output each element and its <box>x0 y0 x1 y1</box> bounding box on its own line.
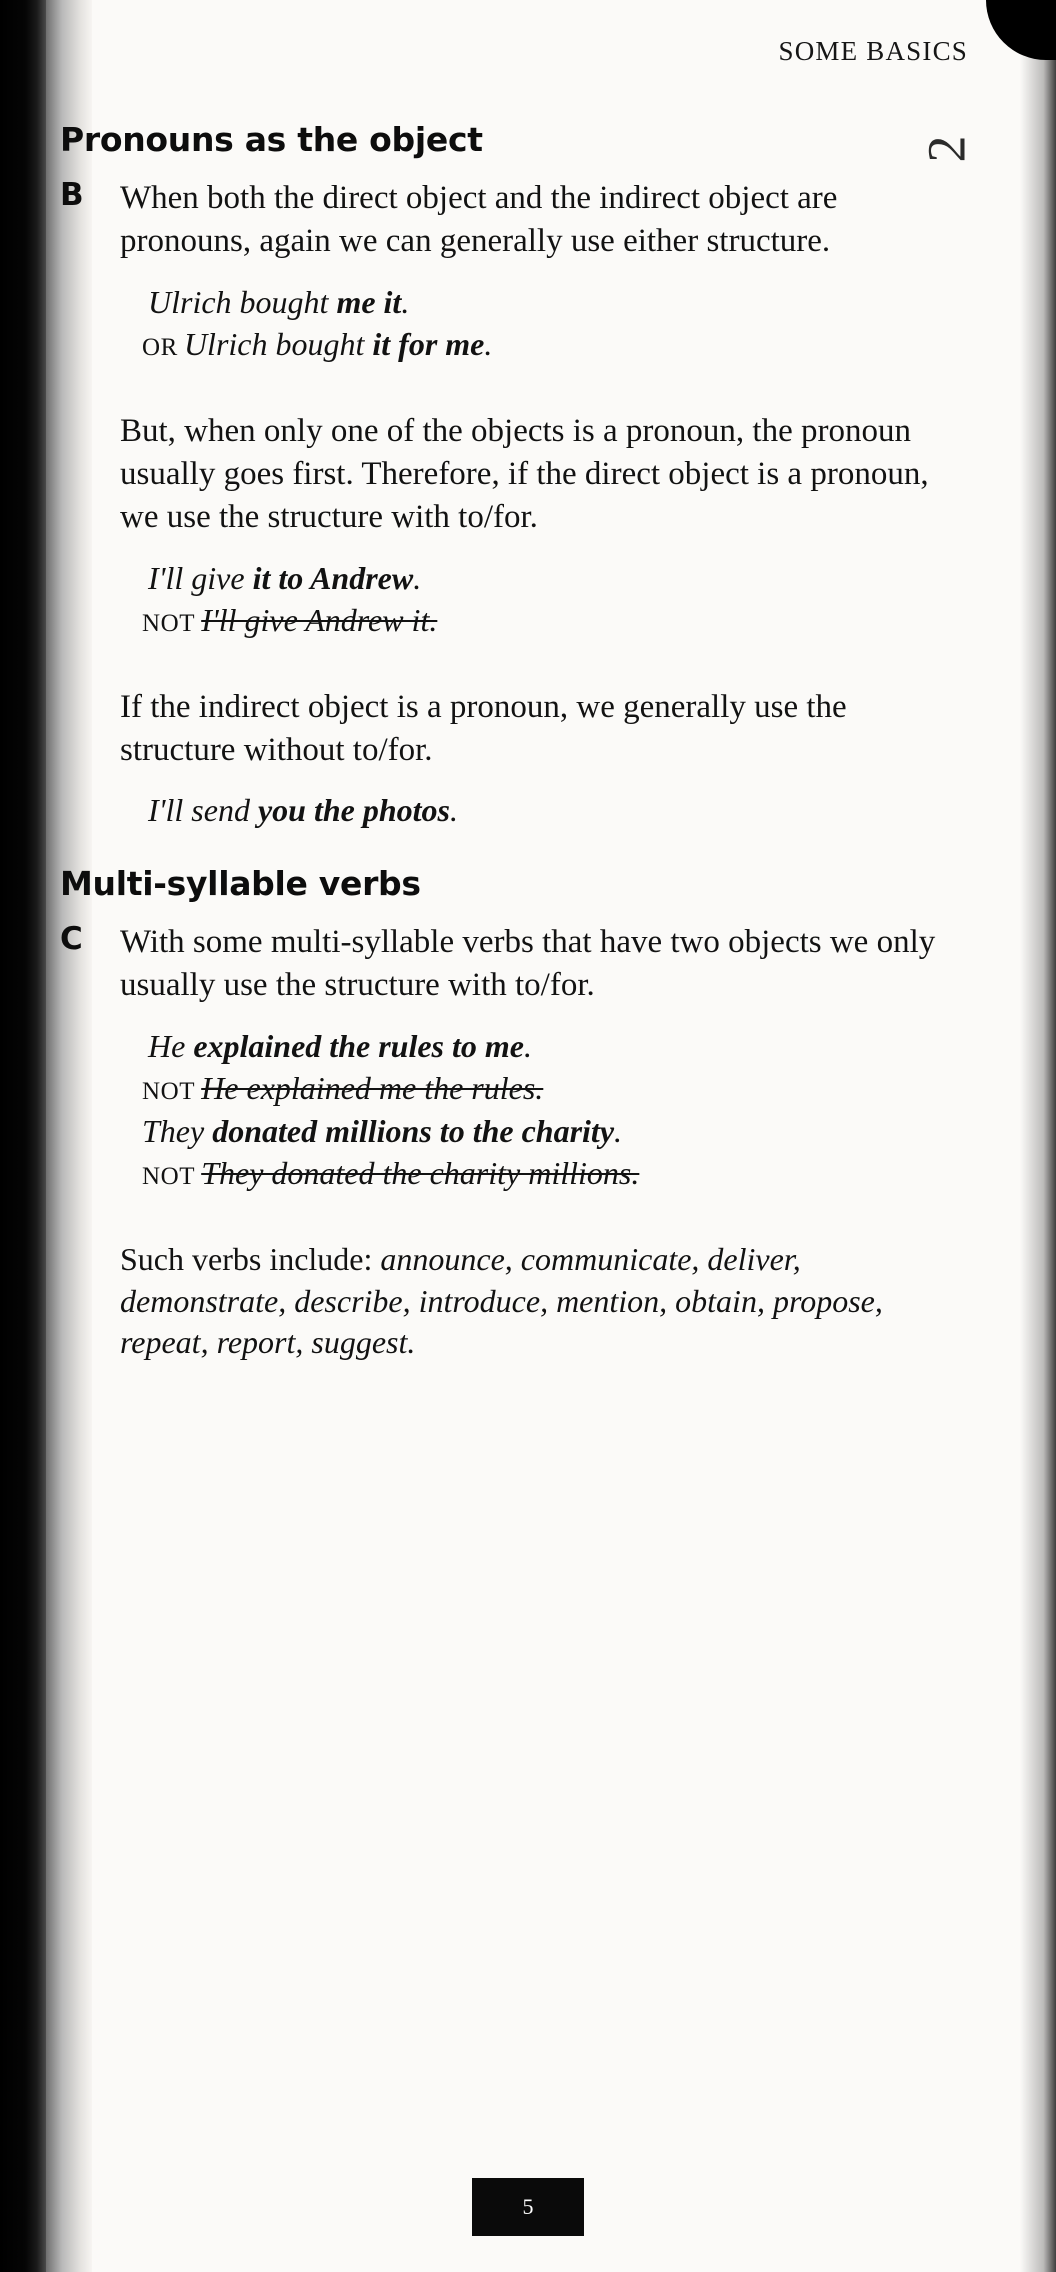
running-head: SOME BASICS <box>778 36 968 66</box>
block-b <box>60 177 960 263</box>
verb-list <box>120 1239 960 1364</box>
example-text-struck: They donated the charity millions. <box>201 1155 640 1192</box>
verb-list-items: announce, communicate, deliver, demonstrate, describe, introduce, mention, obtain, propose, repeat, report, suggest. <box>120 1240 883 1361</box>
example-c4 <box>120 1152 960 1195</box>
example-text-before: Ulrich bought <box>183 326 373 363</box>
verb-list-intro: Such verbs include: <box>120 1240 381 1277</box>
page-content <box>60 0 960 1364</box>
example-text-after: . <box>523 1027 532 1064</box>
example-text-bold: donated millions to the charity <box>212 1112 615 1149</box>
example-text-struck: I'll give Andrew it. <box>201 602 438 639</box>
paragraph-c1: With some multi-syllable verbs that have two objects we only usually use the structure with to/for. <box>120 923 936 1003</box>
example-text-after: . <box>413 559 422 596</box>
example-text-before: He <box>148 1027 194 1064</box>
example-text-bold: you the photos <box>257 792 450 829</box>
example-b1 <box>120 281 960 324</box>
paragraph-b3: If the indirect object is a pronoun, we generally use the structure without to/for. <box>120 688 847 768</box>
example-tag: NOT <box>142 1163 196 1191</box>
example-b4 <box>120 599 960 642</box>
example-tag: NOT <box>142 1078 196 1106</box>
example-tag: NOT <box>142 610 196 638</box>
example-c2 <box>120 1067 960 1110</box>
example-b2 <box>120 323 960 366</box>
paragraph-b1: When both the direct object and the indirect object are pronouns, again we can generally use either structure. <box>120 180 838 259</box>
unit-number: 2 <box>916 135 977 163</box>
block-letter-b: B <box>60 177 84 213</box>
example-text-before: They <box>142 1112 213 1149</box>
example-text-before: I'll send <box>148 792 258 829</box>
section-heading-b: Pronouns as the object <box>60 120 483 159</box>
example-b5 <box>120 789 960 832</box>
page-edge-shadow <box>1020 0 1056 2272</box>
example-c3 <box>120 1110 960 1153</box>
example-text-struck: He explained me the rules. <box>201 1070 544 1107</box>
block-letter-c: C <box>60 920 83 957</box>
example-text-after: . <box>614 1112 623 1149</box>
page-number: 5 <box>472 2178 584 2236</box>
example-text-after: . <box>401 283 410 320</box>
example-tag: OR <box>142 334 178 362</box>
block-c <box>60 921 960 1007</box>
example-b3 <box>120 557 960 600</box>
example-text-bold: it to Andrew <box>252 559 414 596</box>
example-text-before: I'll give <box>148 559 253 596</box>
example-text-bold: me it <box>336 283 402 320</box>
example-c1 <box>120 1025 960 1068</box>
example-text-after: . <box>484 326 493 363</box>
example-text-bold: explained the rules to me <box>193 1027 524 1064</box>
paragraph-b2: But, when only one of the objects is a pronoun, the pronoun usually goes first. Therefore, if the direct object is a pronoun, we use the structure with to/for. <box>120 412 929 535</box>
section-heading-c: Multi-syllable verbs <box>60 863 421 903</box>
example-text-after: . <box>449 792 458 829</box>
spine-shadow-dark <box>0 0 46 2272</box>
example-text-before: Ulrich bought <box>148 283 337 320</box>
example-text-bold: it for me <box>372 326 485 363</box>
